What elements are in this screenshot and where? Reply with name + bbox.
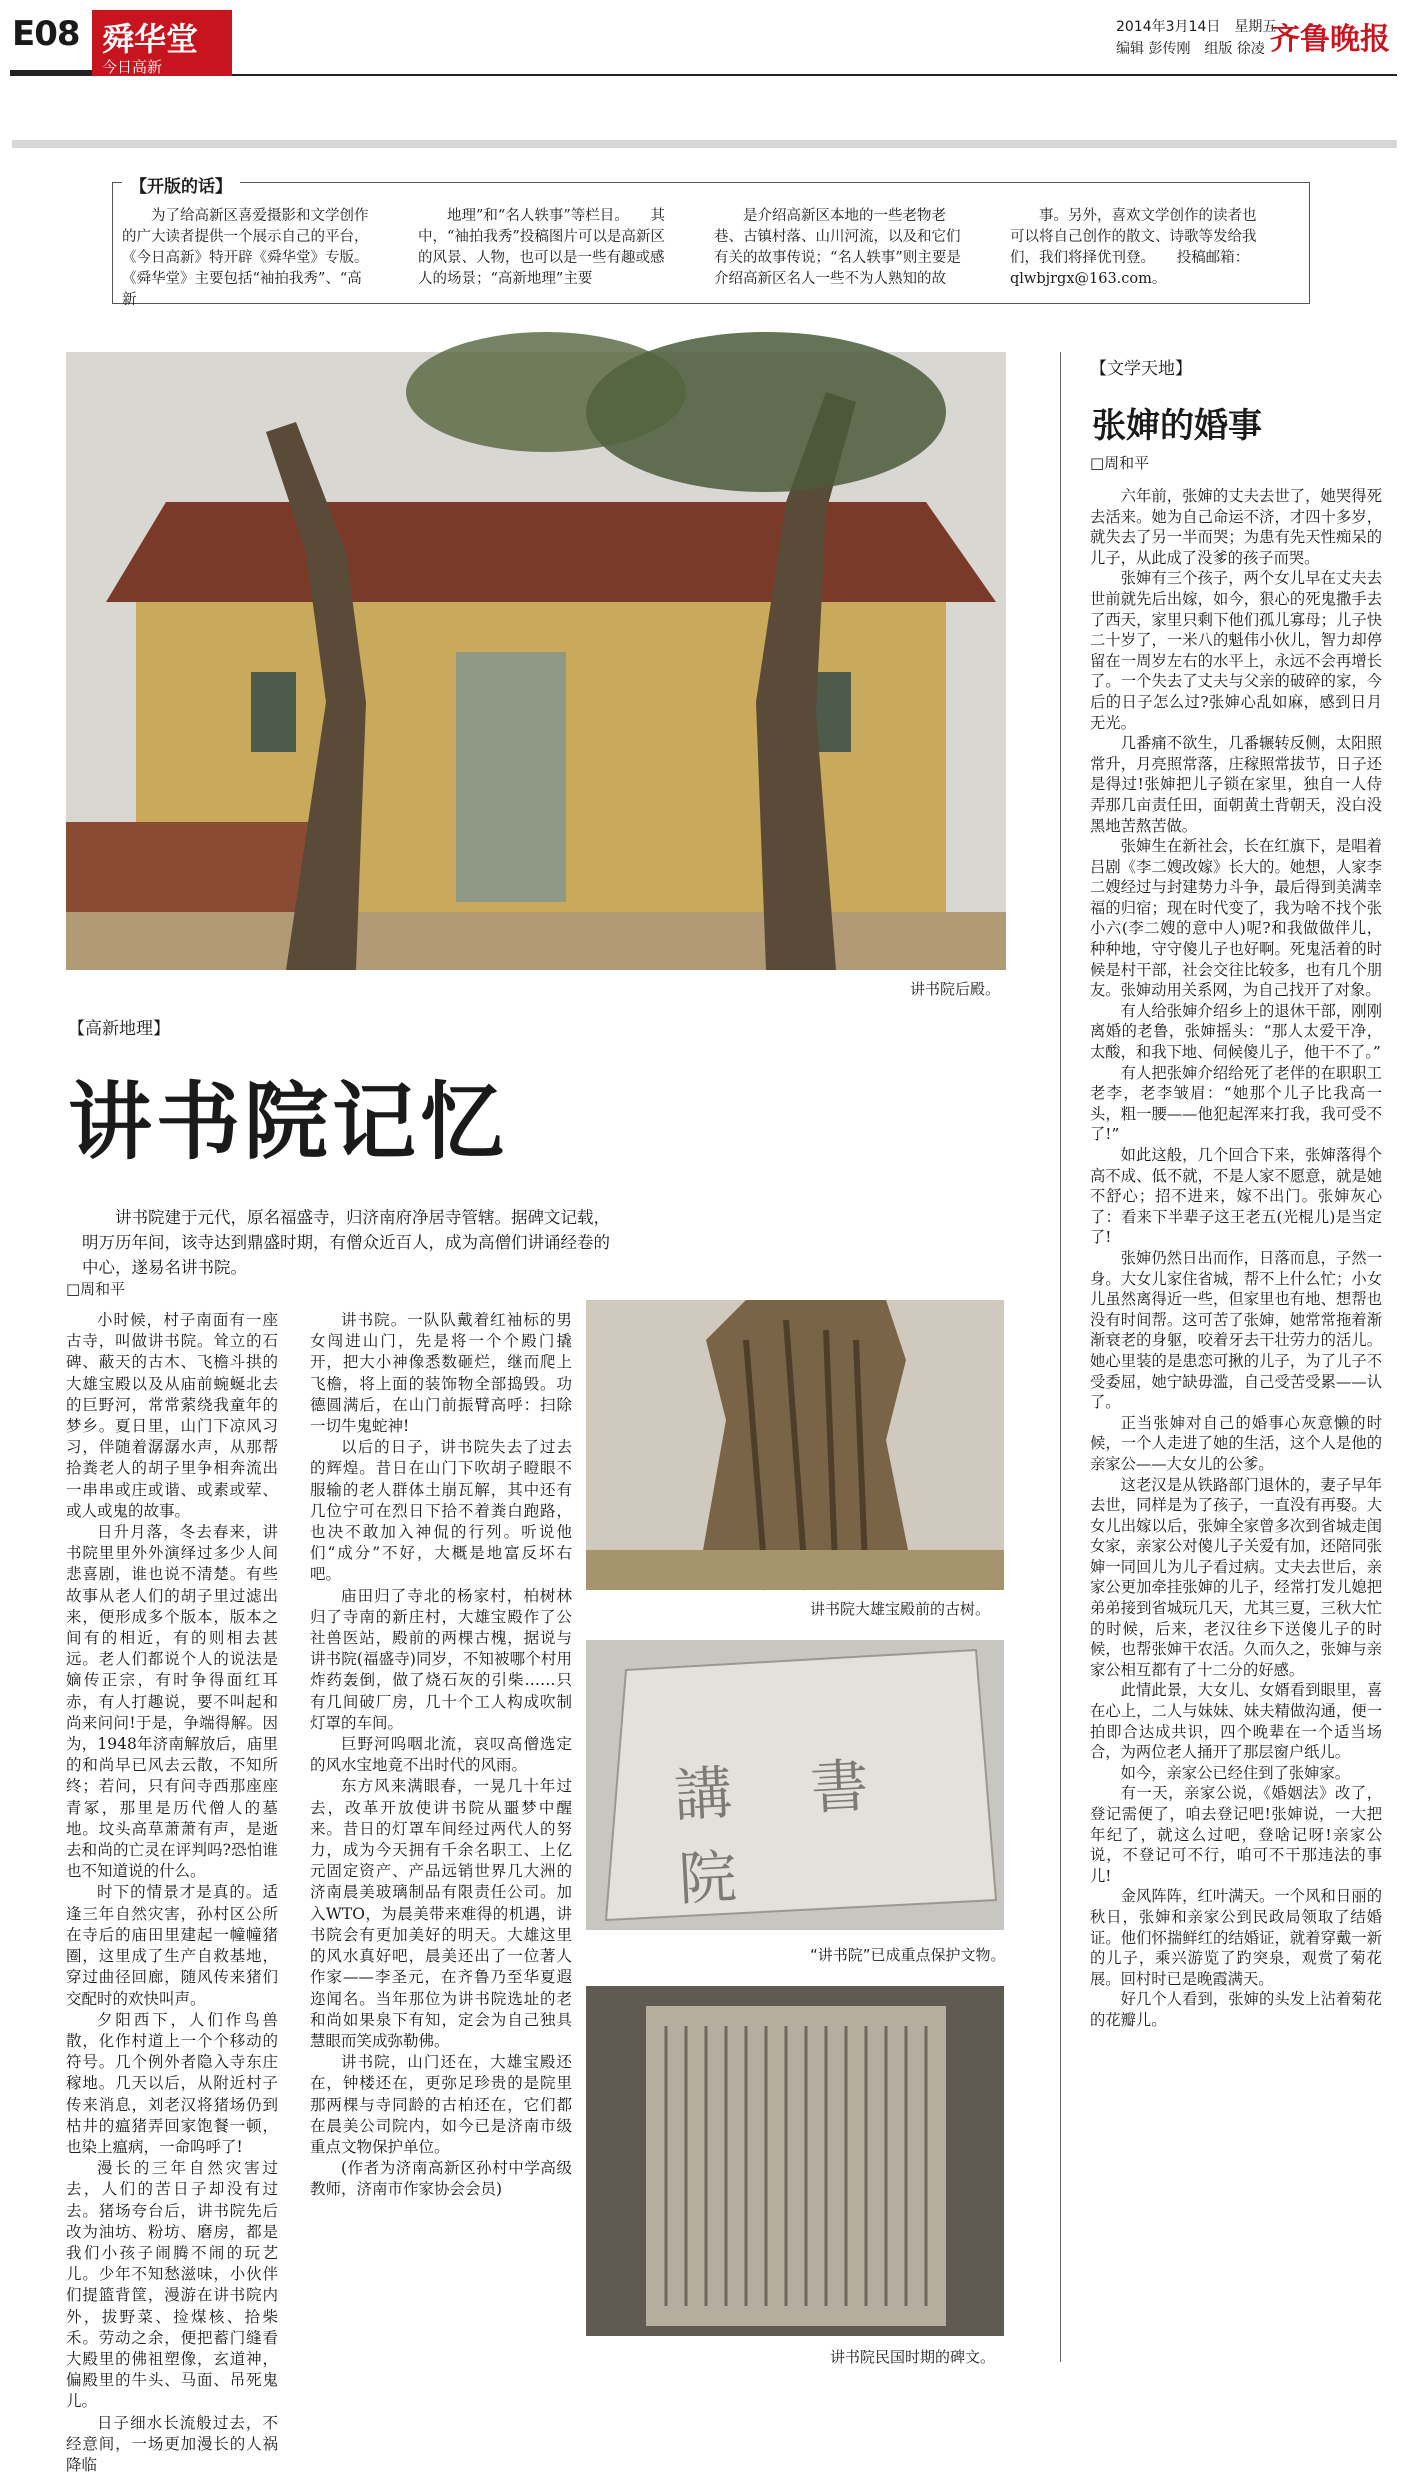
header-rule [10,70,92,76]
stone-tablet-photo [586,1640,1004,1930]
byline: □周和平 [66,1280,126,1298]
section-subtitle: 今日高新 [102,58,163,76]
article-column-1 [66,1310,278,2474]
paragraph: 如今，亲家公已经住到了张婶家。 [1120,1763,1351,1782]
paragraph: 讲书院。一队队戴着红袖标的男女闯进山门，先是将一个个殿门撬开，把大小神像悉数砸烂，继而爬上飞檐，将上面的装饰物全部捣毁。功德圆满后，在山门前振臂高呼：扫除一切牛鬼蛇神! [310,1311,572,1436]
article-lead: 讲书院建于元代，原名福盛寺，归济南府净居寺管辖。据碑文记载，明万历年间，该寺达到鼎盛时期，有僧众近百人，成为高僧们讲诵经卷的中心，遂易名讲书院。 [82,1208,610,1277]
paragraph: 小时候，村子南面有一座古寺，叫做讲书院。耸立的石碑、蔽天的古木、飞檐斗拱的大雄宝殿以及从庙前蜿蜒北去的巨野河，常常萦绕我童年的梦乡。夏日里，山门下凉风习习，伴随着潺潺水声，从那帮拾粪老人的胡子里争相奔流出一串串或庄或谐、或素或荤、或人或鬼的故事。 [66,1311,278,1520]
paragraph: 巨野河呜咽北流，哀叹高僧选定的风水宝地竟不出时代的风雨。 [310,1735,572,1775]
paragraph: 日子细水长流般过去，不经意间，一场更加漫长的人祸降临 [66,2413,278,2474]
section-name: 舜华堂 [102,20,199,58]
paragraph: 夕阳西下，人们作鸟兽散，化作村道上一个个移动的符号。几个例外者隐入寺东庄稼地。几天以后，从附近村子传来消息，刘老汉将猪场仍到枯井的瘟猪弄回家饱餐一顿，也染上瘟病，一命呜呼了! [66,2010,278,2156]
header-line [232,74,1397,76]
tablet-inscription: 講 書 院 [672,1749,901,1914]
paragraph: 正当张婶对自己的婚事心灰意懒的时候，一个人走进了她的生活，这个人是他的亲家公——大女儿的公爹。 [1090,1413,1382,1473]
article-column-2 [310,1310,572,2370]
grey-divider [12,140,1397,148]
paragraph: 张婶仍然日出而作，日落而息，子然一身。大女儿家住省城，帮不上什么忙；小女儿虽然离得近一些，但家里也有地、想帮也没有时间帮。这可苦了张婶，她常常拖着渐渐衰老的身躯，咬着牙去干壮劳力的活儿。她心里装的是患恋可揪的儿子，为了儿子不受委屈，她宁缺毋滥，自己受苦受累——认了。 [1090,1248,1382,1412]
stele-photo [586,1986,1004,2336]
paragraph: 张婶生在新社会，长在红旗下，是唱着吕剧《李二嫂改嫁》长大的。她想，人家李二嫂经过与封建势力斗争，最后得到美满幸福的归宿；现在时代变了，我为啥不找个张小六(李二嫂的意中人)呢?和我做做伴儿，种种地，守守傻儿子也好啊。死鬼活着的时候是村干部，社会交往比较多，也有几个朋友。张婶动用关系网，为自己找开了对象。 [1090,837,1382,1000]
paragraph: 有一天，亲家公说，《婚姻法》改了，登记需便了，咱去登记吧!张婶说，一大把年纪了，就这么过吧，登啥记呀!亲家公说，不登记可不行，咱可不干那违法的事儿! [1090,1784,1382,1885]
stele-illustration [586,1986,1004,2336]
intro-title: 【开版的话】 [122,172,240,197]
paragraph: 六年前，张婶的丈夫去世了，她哭得死去活来。她为自己命运不济，才四十多岁，就失去了另一半而哭；为患有先天性痴呆的儿子，从此成了没爹的孩子而哭。 [1090,487,1382,567]
byline: □周和平 [1090,454,1150,472]
paragraph: 好几个人看到，张婶的头发上沾着菊花的花瓣儿。 [1090,1990,1382,2029]
intro-paragraph: 地理”和“名人轶事”等栏目。 其中，“袖拍我秀”投稿图片可以是高新区的风景、人物，也可以是一些有趣或感人的场景；“高新地理”主要 [418,208,665,287]
photo-caption: 讲书院民国时期的碑文。 [830,2348,996,2366]
paragraph: 时下的情景才是真的。适逢三年自然灾害，孙村区公所在寺后的庙田里建起一幢幢猪圈，这里成了生产自救基地，穿过曲径回廊，随风传来猪们交配时的欢快叫声。 [66,1883,278,2008]
paragraph: 张婶有三个孩子，两个女儿早在丈夫去世前就先后出嫁，如今，狠心的死鬼撒手去了西天，家里只剩下他们孤儿寡母；儿子快二十岁了，一米八的魁伟小伙儿，智力却停留在一周岁左右的水平上，永远不会再增长了。一个失去了丈夫与父亲的破碎的家，今后的日子怎么过?张婶心乱如麻，感到日月无光。 [1090,569,1382,732]
editor-credit: 编辑 彭传刚 组版 徐凌 [1116,41,1265,57]
ancient-tree-photo [586,1300,1004,1590]
paragraph: 此情此景，大女儿、女婿看到眼里，喜在心上，二人与妹妹、妹夫精做沟通，便一拍即合达成共识，四个晚辈在一个适当场合，为两位老人捅开了那层窗户纸儿。 [1090,1681,1382,1762]
intro-paragraph: 事。另外，喜欢文学创作的读者也可以将自己创作的散文、诗歌等发给我们，我们将择优刊登。 投稿邮箱：qlwbjrgx@163.com。 [1010,208,1257,287]
paragraph: 漫长的三年自然灾害过去，人们的苦日子却没有过去。猪场夸台后，讲书院先后改为油坊、粉坊、磨房，都是我们小孩子闹腾不闹的玩艺儿。少年不知愁滋味，小伙伴们提篮背筐，漫游在讲书院内外，拔野菜、捡煤核、拾柴禾。劳动之余，便把蓄门缝看大殿里的佛祖塑像，玄道神，偏殿里的牛头、马面、吊死鬼儿。 [66,2159,278,2411]
intro-paragraph: 是介绍高新区本地的一些老物老巷、古镇村落、山川河流，以及和它们有关的故事传说；“名人轶事”则主要是介绍高新区名人一些不为人熟知的故 [714,208,961,287]
article-title: 讲书院记忆 [68,1072,509,1171]
story-body [1090,486,1382,2372]
paragraph: 几番痛不欲生，几番辗转反侧，太阳照常升，月亮照常落，庄稼照常拔节，日子还是得过!张婶把儿子锁在家里，独自一人侍弄那几亩责任田，面朝黄土背朝天，没白没黑地苦熬苦做。 [1090,734,1382,835]
issue-date: 2014年3月14日 星期五 [1116,19,1277,35]
paragraph: 东方风来满眼春，一晃几十年过去，改革开放使讲书院从噩梦中醒来。昔日的灯罩车间经过两代人的努力，成为今天拥有千余名职工、上亿元固定资产、产品远销世界几大洲的济南晨美玻璃制品有限责任公司。加入WTO，为晨美带来难得的机遇，讲书院会有更加美好的明天。大雄这里的风水真好吧，晨美还出了一位著人作家——李圣元，在齐鲁乃至华夏遐迩闻名。当年那位为讲书院选址的老和尚如果泉下有知，定会为自己独具慧眼而笑成弥勒佛。 [310,1777,572,2050]
paragraph: 以后的日子，讲书院失去了过去的辉煌。昔日在山门下吹胡子瞪眼不服输的老人群体土崩瓦解，其中还有几位宁可在烈日下拾不着粪白跑路，也决不敢加入神侃的行列。听说他们“成分”不好，大概是地富反坏右吧。 [310,1438,572,1584]
intro-paragraph: 为了给高新区喜爱摄影和文学创作的广大读者提供一个展示自己的平台，《今日高新》特开辟《舜华堂》专版。《舜华堂》主要包括“袖拍我秀”、“高新 [122,208,369,308]
photo-caption: 讲书院大雄宝殿前的古树。 [810,1600,991,1618]
story-title: 张婶的婚事 [1092,406,1262,446]
paragraph: 有人给张婶介绍乡上的退休干部，刚刚离婚的老鲁，张婶摇头：“那人太爱干净，太酸，和我下地、伺候傻儿子，他干不了。” [1090,1001,1382,1062]
section-kicker: 【高新地理】 [68,1019,170,1039]
paragraph: 金风阵阵，红叶满天。一个风和日丽的秋日，张婶和亲家公到民政局领取了结婚证。他们怀揣鲜红的结婚证，就着穿戴一新的儿子，乘兴游览了趵突泉，观赏了菊花展。回村时已是晚霞满天。 [1090,1887,1382,1988]
paragraph: 有人把张婶介绍给死了老伴的在职职工老李，老李皱眉：“她那个儿子比我高一头，粗一腰——他犯起浑来打我，我可受不了!” [1090,1063,1382,1144]
page-number: E08 [12,14,80,54]
paragraph: 庙田归了寺北的杨家村，柏树林归了寺南的新庄村，大雄宝殿作了公社兽医站，殿前的两棵古槐，据说与讲书院(福盛寺)同岁，不知被哪个村用炸药轰倒，做了烧石灰的引柴……只有几间破厂房，几十个工人构成吹制灯罩的车间。 [310,1586,572,1732]
paragraph: 如此这般，几个回合下来，张婶落得个高不成、低不就，不是人家不愿意，就是她不舒心；招不进来，嫁不出门。张婶灰心了：看来下半辈子这王老五(光棍儿)是当定了! [1090,1146,1382,1247]
column-divider [1060,352,1061,2362]
section-kicker: 【文学天地】 [1090,359,1192,379]
temple-hall-photo [66,352,1006,970]
paragraph: 讲书院，山门还在，大雄宝殿还在，钟楼还在，更弥足珍贵的是院里那两棵与寺同龄的古柏还在，它们都在晨美公司院内，如今已是济南市级重点文物保护单位。 [310,2053,572,2156]
author-note: (作者为济南高新区孙村中学高级教师，济南市作家协会会员) [310,2159,572,2199]
photo-caption: “讲书院”已成重点保护文物。 [810,1946,1006,1964]
paragraph: 这老汉是从铁路部门退休的，妻子早年去世，同样是为了孩子，一直没有再娶。大女儿出嫁以后，张婶全家曾多次到省城走闺女家，亲家公对傻儿子关爱有加，还陪同张婶一同回儿为儿子看过病。丈夫去世后，亲家公更加牵挂张婶的儿子，经常打发儿媳把弟弟接到省城玩几天，尤其三夏，三秋大忙的时候，后来，老汉往乡下送傻儿子的时候，也帮张婶干农活。久而久之，张婶与亲家公相互都有了十二分的好感。 [1090,1475,1382,1679]
ancient-tree-illustration [586,1300,1004,1590]
photo-caption: 讲书院后殿。 [910,980,1001,998]
paragraph: 日升月落，冬去春来，讲书院里里外外演绎过多少人间悲喜剧，谁也说不清楚。有些故事从老人们的胡子里过滤出来，便形成多个版本，版本之间有的相近，有的则相去甚远。老人们都说个人的说法是嫡传正宗，有时争得面红耳赤，有人打趣说，要不叫起和尚来问问!于是，争端得解。因为，1948年济南解放后，庙里的和尚早已风去云散，不知所终；若问，只有问寺西那座座青冢，那里是历代僧人的墓地。坟头高草萧萧有声，是逝去和尚的亡灵在评判吗?恐怕谁也不知道说的什么。 [66,1523,278,1881]
newspaper-logo: 齐鲁晚报 [1270,22,1390,57]
temple-hall-illustration [66,352,1006,970]
